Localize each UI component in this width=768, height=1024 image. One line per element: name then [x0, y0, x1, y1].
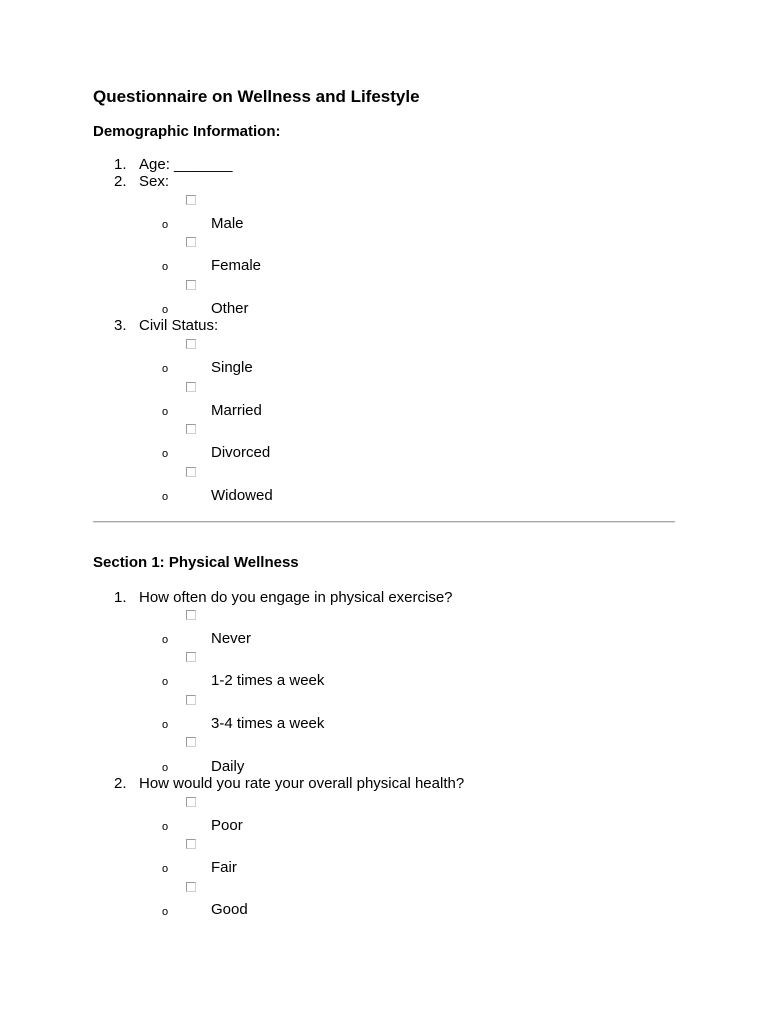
checkbox-single[interactable]: [186, 339, 196, 349]
checkbox-divorced[interactable]: [186, 424, 196, 434]
age-question: Age: _______: [139, 156, 233, 173]
option-label: Married: [211, 402, 262, 419]
checkbox-3-4-times[interactable]: [186, 695, 196, 705]
bullet-icon: o: [162, 719, 169, 731]
bullet-icon: o: [162, 634, 169, 646]
bullet-icon: o: [162, 406, 169, 418]
checkbox-female[interactable]: [186, 237, 196, 247]
option-label: Good: [211, 901, 248, 918]
bullet-icon: o: [162, 863, 169, 875]
question-number: 2.: [114, 775, 127, 792]
option-label: Female: [211, 257, 262, 274]
bullet-icon: o: [162, 762, 169, 774]
exercise-question: How often do you engage in physical exercise?: [139, 589, 453, 606]
bullet-icon: o: [162, 261, 169, 273]
bullet-icon: o: [162, 448, 169, 460]
option-label: Never: [211, 630, 252, 647]
option-label: Fair: [211, 859, 237, 876]
option-label: Divorced: [211, 444, 271, 461]
option-label: Male: [211, 215, 244, 232]
checkbox-never[interactable]: [186, 610, 196, 620]
bullet-icon: o: [162, 821, 169, 833]
question-number: 2.: [114, 173, 127, 190]
option-label: Daily: [211, 758, 245, 775]
checkbox-married[interactable]: [186, 382, 196, 392]
checkbox-fair[interactable]: [186, 839, 196, 849]
section-divider: [93, 521, 675, 523]
option-label: 3-4 times a week: [211, 715, 325, 732]
section-1-heading: Section 1: Physical Wellness: [93, 554, 299, 571]
option-label: 1-2 times a week: [211, 672, 325, 689]
question-number: 1.: [114, 156, 127, 173]
question-number: 3.: [114, 317, 127, 334]
bullet-icon: o: [162, 304, 169, 316]
option-label: Single: [211, 359, 253, 376]
checkbox-male[interactable]: [186, 195, 196, 205]
bullet-icon: o: [162, 676, 169, 688]
checkbox-daily[interactable]: [186, 737, 196, 747]
option-label: Widowed: [211, 487, 273, 504]
bullet-icon: o: [162, 906, 169, 918]
checkbox-poor[interactable]: [186, 797, 196, 807]
sex-question: Sex:: [139, 173, 170, 190]
checkbox-widowed[interactable]: [186, 467, 196, 477]
bullet-icon: o: [162, 219, 169, 231]
checkbox-good[interactable]: [186, 882, 196, 892]
option-label: Poor: [211, 817, 243, 834]
document-title: Questionnaire on Wellness and Lifestyle: [93, 87, 420, 106]
question-number: 1.: [114, 589, 127, 606]
checkbox-other[interactable]: [186, 280, 196, 290]
demographic-heading: Demographic Information:: [93, 123, 281, 140]
option-label: Other: [211, 300, 249, 317]
checkbox-1-2-times[interactable]: [186, 652, 196, 662]
civil-status-question: Civil Status:: [139, 317, 219, 334]
bullet-icon: o: [162, 491, 169, 503]
physical-health-question: How would you rate your overall physical health?: [139, 775, 465, 792]
bullet-icon: o: [162, 363, 169, 375]
